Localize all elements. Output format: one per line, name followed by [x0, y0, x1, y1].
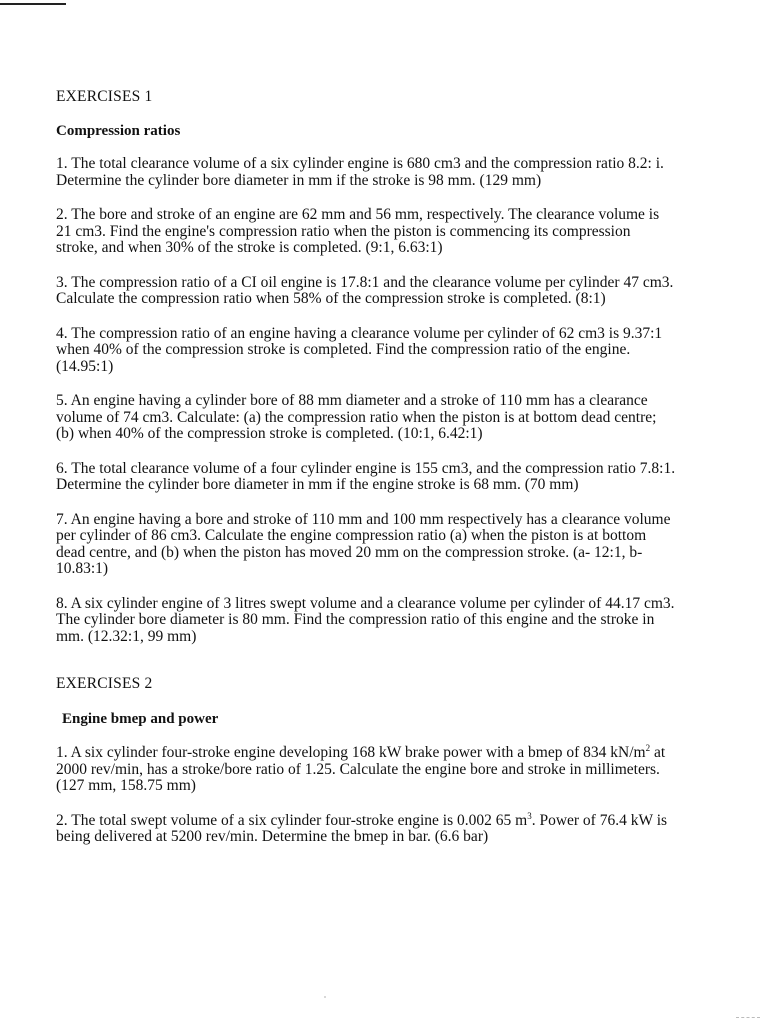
- engine-bmep-power-subheading: Engine bmep and power: [62, 710, 219, 727]
- exercises-2-heading: EXERCISES 2: [56, 675, 153, 692]
- exercises-1-heading: EXERCISES 1: [56, 88, 153, 105]
- exercise-2-problem-2-text-b: . Power of 76.4 kW is being delivered at 5200 rev/min. Determine the bmep in bar. (6.6 bar): [56, 811, 668, 845]
- exercise-2-problem-1-text-b: at 2000 rev/min, has a stroke/bore ratio of 1.25. Calculate the engine bore and stroke in millimeters. (127 mm, 158.75 mm): [56, 744, 666, 794]
- exercise-1-problem-5: 5. An engine having a cylinder bore of 88 mm diameter and a stroke of 110 mm has a clearance volume of 74 cm3. Calculate: (a) the compression ratio when the piston is at bottom dead centre; (b) when 40% of the compression stroke is completed. (10:1, 6.42:1): [56, 392, 657, 442]
- exercise-1-problem-6: 6. The total clearance volume of a four cylinder engine is 155 cm3, and the compression ratio 7.8:1. Determine the cylinder bore diameter in mm if the engine stroke is 68 mm. (70 mm): [56, 459, 676, 493]
- scan-speck: [324, 996, 326, 998]
- scan-top-rule: [0, 3, 66, 5]
- exercise-1-problem-2: 2. The bore and stroke of an engine are 62 mm and 56 mm, respectively. The clearance volume is 21 cm3. Find the engine's compression ratio when the piston is commencing its compression stroke, and when 30% of the stroke is completed. (9:1, 6.63:1): [56, 206, 660, 256]
- document-page: [56, 89, 676, 846]
- exercise-1-problem-1: 1. The total clearance volume of a six cylinder engine is 680 cm3 and the compression ratio 8.2: i. Determine the cylinder bore diameter in mm if the stroke is 98 mm. (129 mm): [56, 155, 664, 189]
- exercise-1-problem-3: 3. The compression ratio of a CI oil engine is 17.8:1 and the clearance volume per cylinder 47 cm3. Calculate the compression ratio when 58% of the compression stroke is completed. (8:1): [56, 273, 674, 307]
- exercise-1-problem-7: 7. An engine having a bore and stroke of 110 mm and 100 mm respectively has a clearance volume per cylinder of 86 cm3. Calculate the engine compression ratio (a) when the piston is at bottom dead centre, and (b) when the piston has moved 20 mm on the compression stroke. (a- 12:1, b- 10.83:1): [56, 510, 671, 577]
- exercise-2-problem-1: [56, 742, 676, 795]
- exercise-1-problem-4: 4. The compression ratio of an engine having a clearance volume per cylinder of 62 cm3 is 9.37:1 when 40% of the compression stroke is completed. Find the compression ratio of the engine. (14.95:1): [56, 324, 663, 375]
- scan-corner-marks: [736, 1017, 760, 1020]
- compression-ratios-subheading: Compression ratios: [56, 122, 181, 139]
- exercise-1-problem-8: 8. A six cylinder engine of 3 litres swept volume and a clearance volume per cylinder of 44.17 cm3. The cylinder bore diameter is 80 mm. Find the compression ratio of this engine and the stroke in mm. (12.32:1, 99 mm): [56, 594, 675, 645]
- exercise-2-problem-2-superscript: 3: [527, 810, 532, 821]
- exercise-2-problem-1-superscript: 2: [645, 742, 651, 753]
- exercise-2-problem-2-text-a: 2. The total swept volume of a six cylinder four-stroke engine is 0.002 65 m: [56, 811, 528, 829]
- exercise-2-problem-2: [56, 810, 676, 846]
- exercise-2-problem-1-text-a: 1. A six cylinder four-stroke engine developing 168 kW brake power with a bmep of 834 kN/m: [56, 744, 646, 761]
